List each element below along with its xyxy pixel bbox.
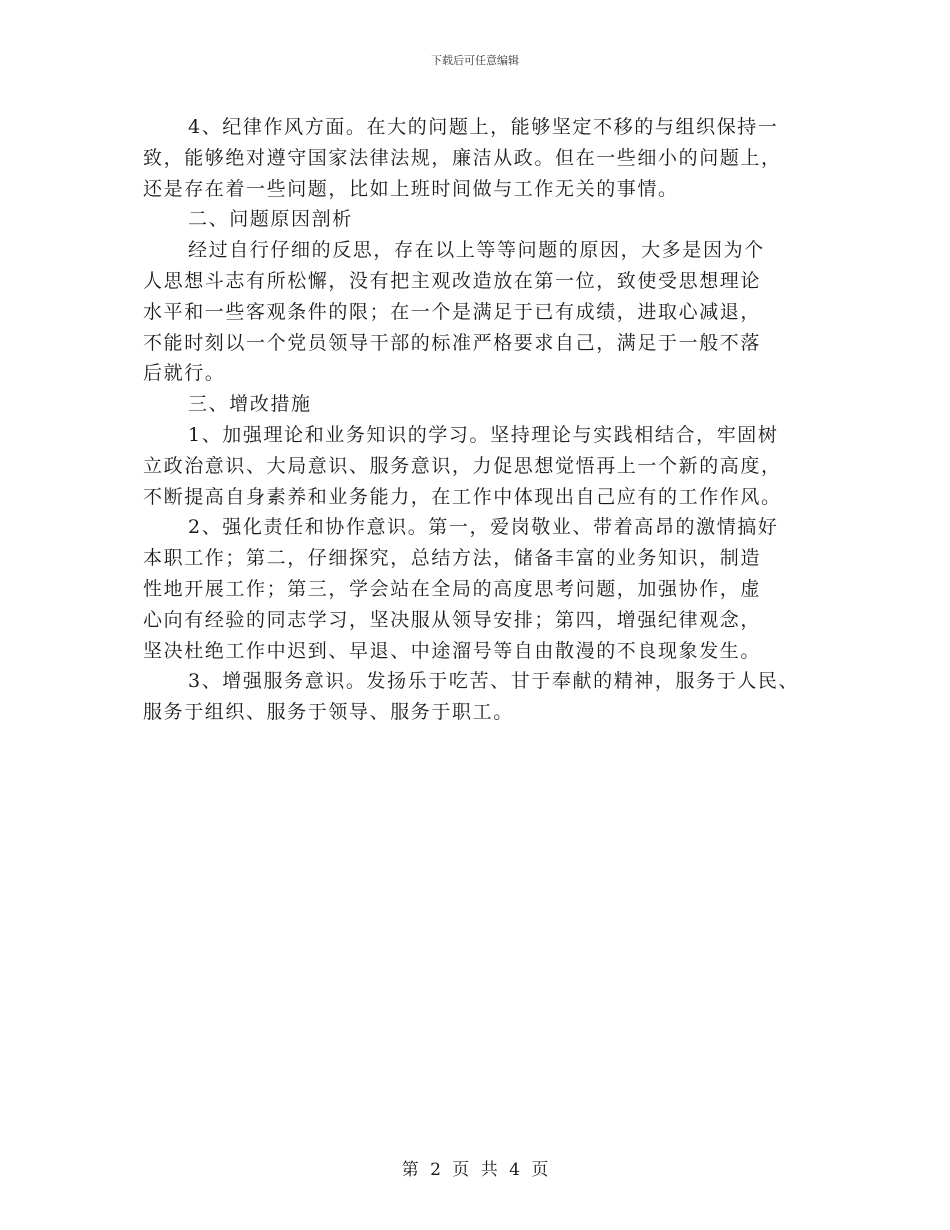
page-header: 下载后可任意编辑 (431, 54, 519, 67)
paragraph-line: 立政治意识、大局意识、服务意识，力促思想觉悟再上一个新的高度， (143, 454, 782, 477)
page-number: 第 2 页 共 4 页 (401, 1160, 549, 1180)
paragraph-line: 1、加强理论和业务知识的学习。坚持理论与实践相结合，牢固树 (188, 423, 779, 446)
paragraph-line: 4、纪律作风方面。在大的问题上，能够坚定不移的与组织保持一 (188, 116, 779, 138)
paragraph-line: 心向有经验的同志学习，坚决服从领导安排；第四，增强纪律观念， (143, 608, 762, 631)
paragraph-line: 3、增强服务意识。发扬乐于吃苦、甘于奉献的精神，服务于人民、 (188, 670, 800, 693)
paragraph-line: 还是存在着一些问题，比如上班时间做与工作无关的事情。 (143, 177, 679, 200)
paragraph-line: 水平和一些客观条件的限；在一个是满足于已有成绩，进取心减退， (143, 300, 762, 323)
paragraph-line: 坚决杜绝工作中迟到、早退、中途溜号等自由散漫的不良现象发生。 (143, 639, 762, 662)
paragraph-line: 经过自行仔细的反思，存在以上等等问题的原因，大多是因为个 (188, 239, 765, 262)
paragraph-line: 后就行。 (143, 362, 226, 385)
paragraph-line: 致，能够绝对遵守国家法律法规，廉洁从政。但在一些细小的问题上， (143, 146, 782, 169)
paragraph-line: 不能时刻以一个党员领导干部的标准严格要求自己，满足于一般不落 (143, 331, 762, 354)
section-heading: 二、问题原因剖析 (188, 208, 353, 231)
document-body (143, 112, 823, 728)
paragraph-line: 服务于组织、服务于领导、服务于职工。 (143, 701, 514, 724)
paragraph-line: 人思想斗志有所松懈，没有把主观改造放在第一位，致使受思想理论 (143, 269, 762, 292)
paragraph-line: 性地开展工作；第三，学会站在全局的高度思考问题，加强协作，虚 (143, 577, 762, 600)
section-heading: 三、增改措施 (188, 393, 312, 416)
paragraph-line: 2、强化责任和协作意识。第一，爱岗敬业、带着高昂的激情搞好 (188, 516, 779, 539)
paragraph-line: 不断提高自身素养和业务能力，在工作中体现出自己应有的工作作风。 (143, 485, 782, 508)
paragraph-line: 本职工作；第二，仔细探究，总结方法，储备丰富的业务知识，制造 (143, 547, 762, 570)
